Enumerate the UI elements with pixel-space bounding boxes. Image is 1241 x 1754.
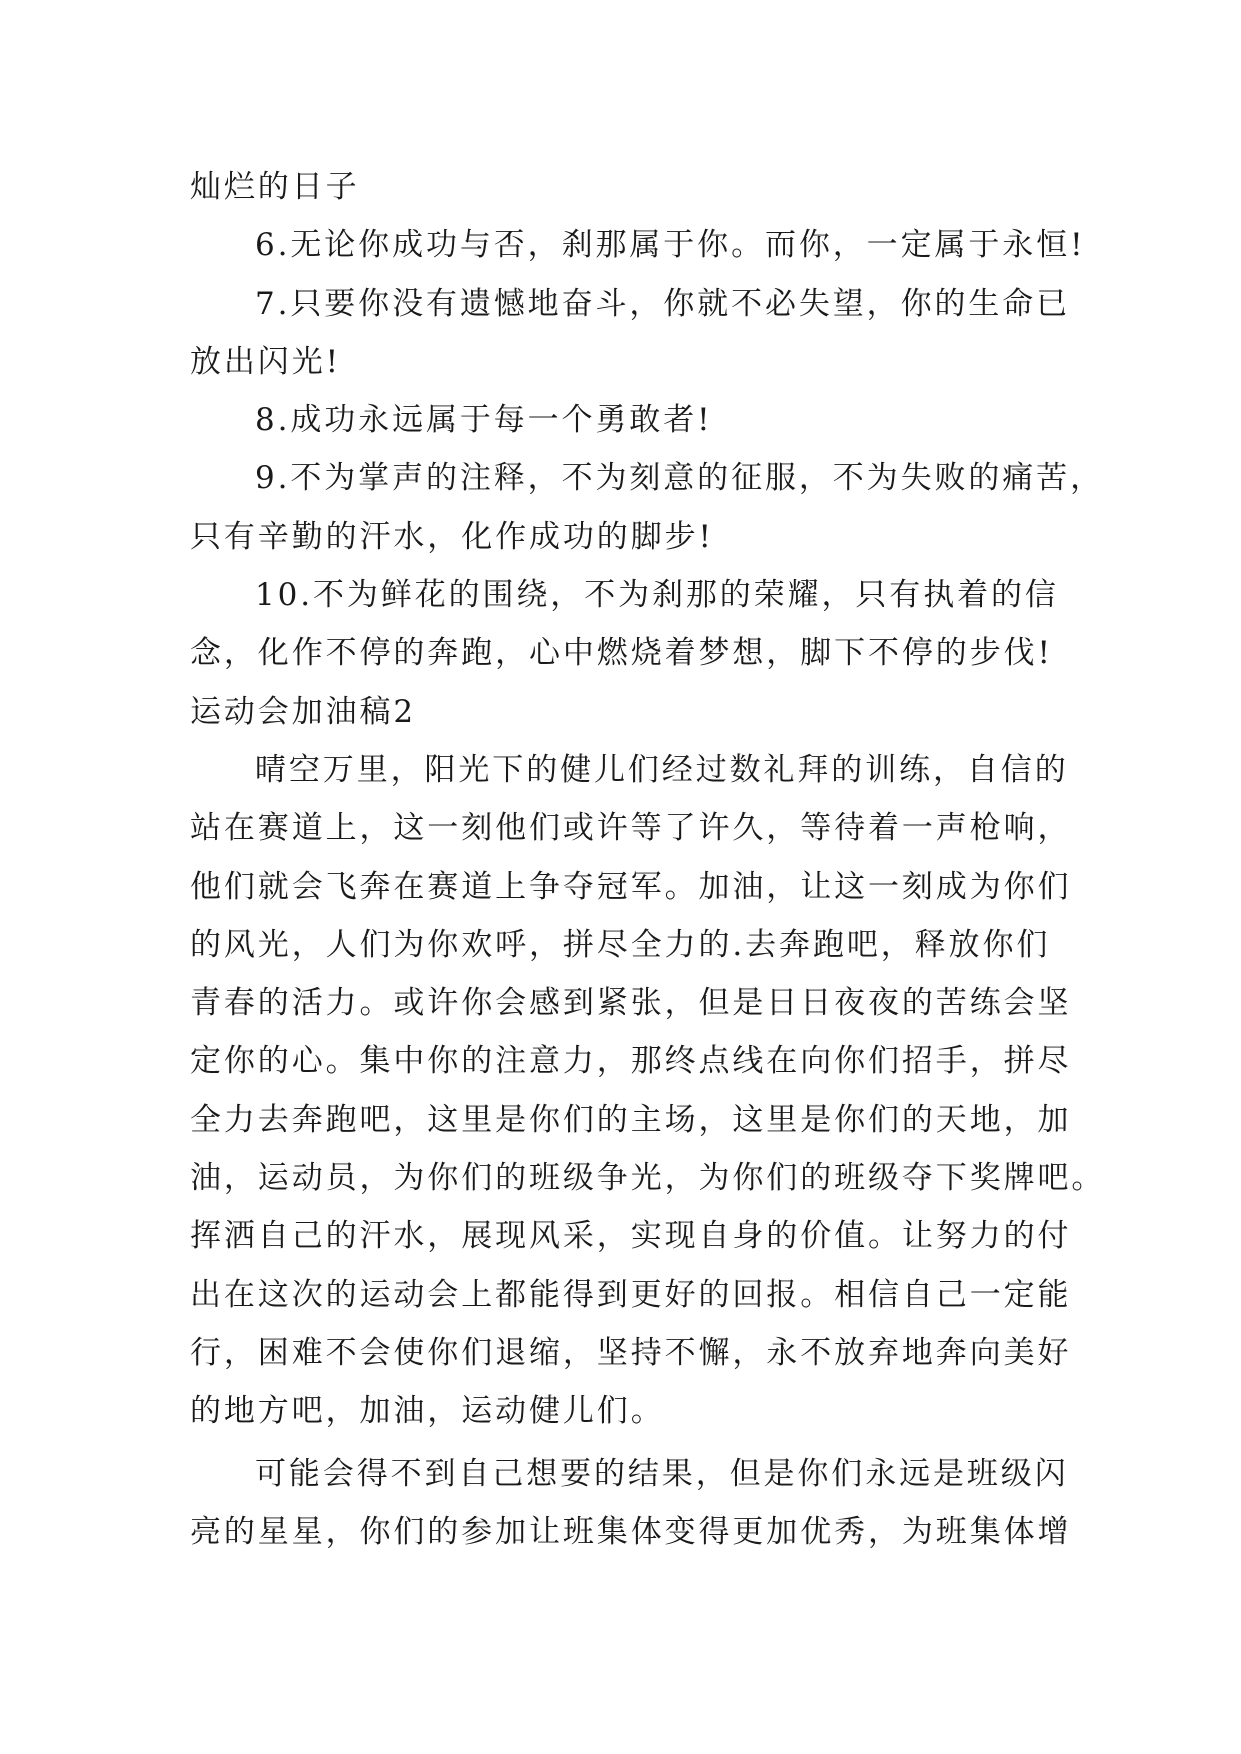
document-body <box>190 158 1106 1561</box>
section-heading: 运动会加油稿2 <box>190 693 417 730</box>
text-line: 出在这次的运动会上都能得到更好的回报。相信自己一定能 <box>190 1276 1072 1313</box>
text-line: 青春的活力。或许你会感到紧张，但是日日夜夜的苦练会坚 <box>190 985 1072 1022</box>
text-line: 7.只要你没有遗憾地奋斗，你就不必失望，你的生命已 <box>255 285 1071 322</box>
text-line: 放出闪光! <box>190 343 341 380</box>
text-line: 行，困难不会使你们退缩，坚持不懈，永不放弃地奔向美好 <box>190 1334 1072 1371</box>
text-line: 油，运动员，为你们的班级争光，为你们的班级夺下奖牌吧。 <box>190 1160 1106 1197</box>
text-line: 的地方吧，加油，运动健儿们。 <box>190 1393 665 1430</box>
text-line: 他们就会飞奔在赛道上争夺冠军。加油，让这一刻成为你们 <box>190 868 1072 905</box>
text-line: 只有辛勤的汗水，化作成功的脚步! <box>190 518 714 555</box>
text-line: 可能会得不到自己想要的结果，但是你们永远是班级闪 <box>255 1455 1069 1492</box>
text-line: 挥洒自己的汗水，展现风采，实现自身的价值。让努力的付 <box>190 1218 1072 1255</box>
text-line: 10.不为鲜花的围绕，不为刹那的荣耀，只有执着的信 <box>255 577 1059 614</box>
text-line: 灿烂的日子 <box>190 169 360 205</box>
text-line: 站在赛道上，这一刻他们或许等了许久，等待着一声枪响， <box>190 810 1072 847</box>
text-line: 8.成功永远属于每一个勇敢者! <box>255 402 713 439</box>
text-line: 定你的心。集中你的注意力，那终点线在向你们招手，拼尽 <box>190 1043 1072 1080</box>
text-line: 亮的星星，你们的参加让班集体变得更加优秀，为班集体增 <box>190 1513 1072 1550</box>
text-line: 晴空万里，阳光下的健儿们经过数礼拜的训练，自信的 <box>255 751 1069 788</box>
text-line: 念，化作不停的奔跑，心中燃烧着梦想，脚下不停的步伐! <box>190 635 1053 672</box>
text-line: 9.不为掌声的注释，不为刻意的征服，不为失败的痛苦， <box>255 460 1104 497</box>
text-line: 全力去奔跑吧，这里是你们的主场，这里是你们的天地，加 <box>190 1101 1072 1138</box>
text-line: 6.无论你成功与否，刹那属于你。而你，一定属于永恒! <box>255 227 1086 264</box>
text-line: 的风光，人们为你欢呼，拼尽全力的.去奔跑吧，释放你们 <box>190 926 1051 963</box>
